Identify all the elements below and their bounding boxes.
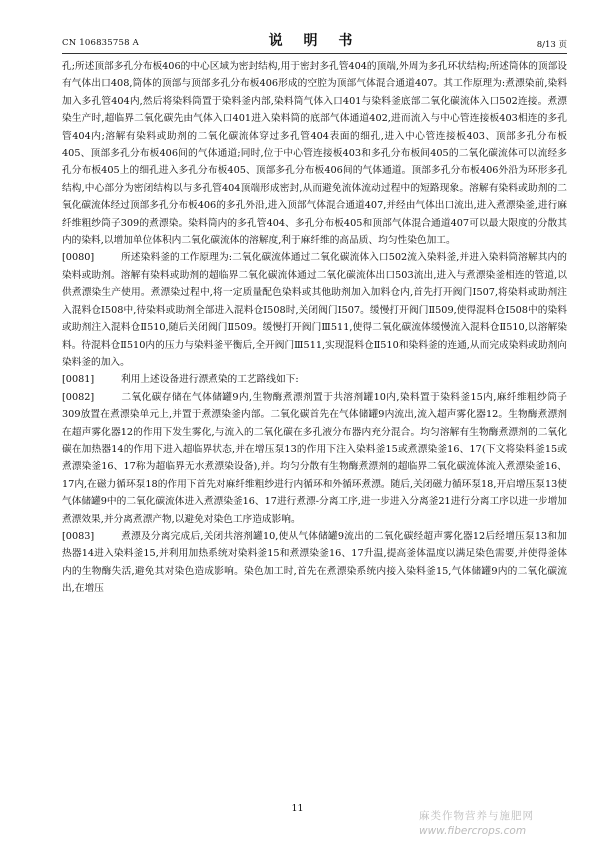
page-count: 8/13 页 <box>536 40 567 50</box>
paragraph-number: [0083] <box>62 530 95 542</box>
watermark-url: www.fibercrops.com <box>419 825 527 837</box>
paragraph-0082 <box>62 389 567 528</box>
paragraph-number: [0080] <box>62 252 95 264</box>
paragraph-text: 煮漂及分离完成后,关闭共溶剂罐10,使从气体储罐9流出的二氧化碳经超声雾化器12后经增压泵13和加热器14进入染料釜15,并利用加热系统对染料釜15和煮漂染釜16、17升温,提高釜体温度以满足染色需要,并使得釜体内的生物酶失活,避免其对染色造成影响。染色加工时,首先在煮漂染系统内接入染料釜15,气体储罐9内的二氧化碳流出,在增压 <box>62 530 567 595</box>
paragraph-number: [0081] <box>62 374 95 386</box>
paragraph-text: 利用上述设备进行漂煮染的工艺路线如下: <box>121 374 299 386</box>
paragraph-0083 <box>62 528 567 598</box>
document-title: 说 明 书 <box>268 33 361 49</box>
watermark <box>419 808 589 837</box>
paragraph-text: 所述染料釜的工作原理为:二氧化碳流体通过二氧化碳流体入口502流入染料釜,并进入染料筒溶解其内的染料或助剂。溶解有染料或助剂的超临界二氧化碳流体通过二氧化碳流体出口503流出,进入与煮漂染釜相连的管道,以供煮漂染生产使用。煮漂染过程中,将一定质量配色染料或其他助剂加入加料仓内,首先打开阀门Ⅰ507,将染料或助剂注入混料仓Ⅰ508中,待染料或助剂全部进入混料仓Ⅰ508时,关闭阀门Ⅰ507。缓慢打开阀门Ⅱ509,使得混料仓Ⅰ508中的染料或助剂注入混料仓Ⅱ510,随后关闭阀门Ⅱ509。缓慢打开阀门Ⅲ511,使得二氧化碳流体缓慢流入混料仓Ⅱ510,以溶解染料。待混料仓Ⅱ510内的压力与染料釜平衡后,全开阀门Ⅲ511,实现混料仓Ⅱ510和染料釜的连通,从而完成染料或助剂向染料釜的加入。 <box>62 252 567 368</box>
paragraph-continued <box>62 58 567 249</box>
watermark-site-name: 麻类作物营养与施肥网 <box>419 810 534 822</box>
header-divider <box>62 53 567 54</box>
paragraph-0081 <box>62 371 567 388</box>
page-number: 11 <box>291 803 304 814</box>
paragraph-number: [0082] <box>62 391 95 403</box>
document-number: CN 106835758 A <box>62 38 139 48</box>
page-header <box>62 30 567 52</box>
paragraph-text: 二氧化碳存储在气体储罐9内,生物酶煮漂剂置于共溶剂罐10内,染料置于染料釜15内,麻纤维粗纱筒子309放置在煮漂染单元上,并置于煮漂染釜内部。二氧化碳首先在气体储罐9内流出,流入超声雾化器12。生物酶煮漂剂在超声雾化器12的作用下发生雾化,与流入的二氧化碳在多孔液分布器内充分混合。均匀溶解有生物酶煮漂剂的二氧化碳在加热器14的作用下进入超临界状态,并在增压泵13的作用下注入染料釜15或煮漂染釜16、17(下文将染料釜15或煮漂染釜16、17称为超临界无水煮漂染设备),并。均匀分散有生物酶煮漂剂的超临界二氧化碳流体流入煮漂染釜16、17内,在磁力循环泵18的作用下首先对麻纤维粗纱进行内循环和外循环煮漂。随后,关闭磁力循环泵18,开启增压泵13使气体储罐9中的二氧化碳流体进入煮漂染釜16、17进行煮漂-分离工序,进一步进入分离釜21进行分离工序以进一步增加煮漂效果,并分离煮漂产物,以避免对染色工序造成影响。 <box>62 391 567 525</box>
paragraph-0080 <box>62 249 567 371</box>
paragraph-text: 孔;所述顶部多孔分布板406的中心区域为密封结构,用于密封多孔管404的顶端,外周为多孔环状结构;所述筒体的顶部设有气体出口408,筒体的顶部与顶部多孔分布板406形成的空腔为顶部气体混合通道407。其工作原理为:煮漂染前,染料加入多孔管404内,然后将染料筒置于染料釜内部,染料筒气体入口401与染料釜底部二氧化碳流体入口502连接。煮漂染生产时,超临界二氧化碳先由气体入口401进入染料筒的底部气体通道402,进而流入与中心管连接板403相连的多孔管404内;溶解有染料或助剂的二氧化碳流体穿过多孔管404表面的细孔,进入中心管连接板403、顶部多孔分布板405、顶部多孔分布板406间的气体通道;同时,位于中心管连接板403和多孔分布板间405的二氧化碳流体可以流经多孔分布板405上的细孔进入多孔分布板405、顶部多孔分布板406间的气体通道。顶部多孔分布板406外沿为环形多孔结构,中心部分为密闭结构以与多孔管404顶端形成密封,从而避免流体流动过程中的短路现象。溶解有染料或助剂的二氧化碳流体经过顶部多孔分布板406的多孔外沿,进入顶部气体混合通道407,并经由气体出口流出,进入煮漂染釜,进行麻纤维粗纱筒子309的煮漂染。染料筒内的多孔管404、多孔分布板405和顶部气体混合通道407可以最大限度的分散其内的染料,以增加单位体积内二氧化碳流体的溶解度,利于麻纤维的高品质、均匀性染色加工。 <box>62 61 567 247</box>
document-body <box>62 58 567 598</box>
